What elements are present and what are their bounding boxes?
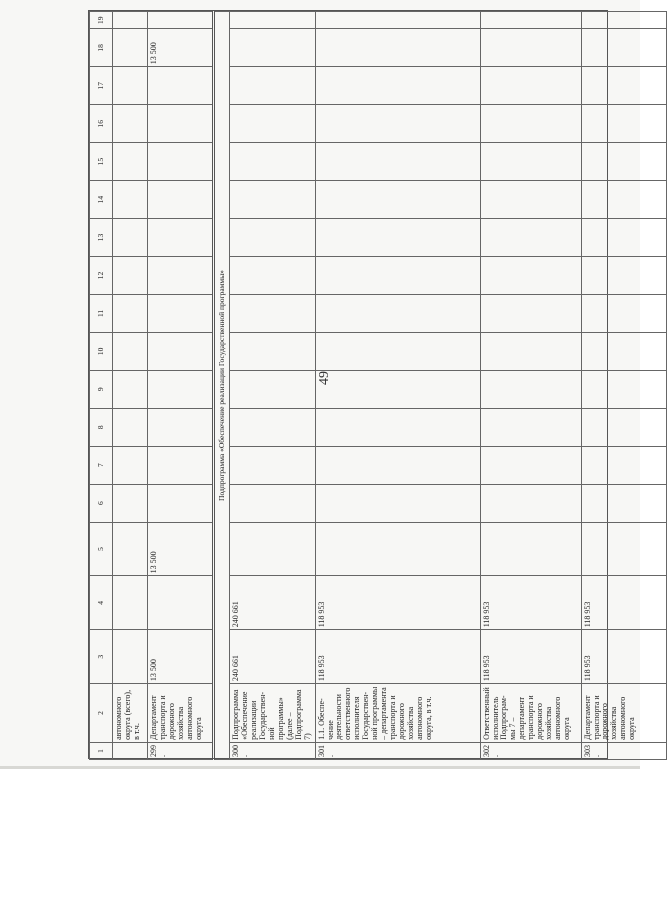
value-cell (315, 370, 480, 408)
table-row (315, 12, 480, 760)
value-cell (113, 576, 148, 630)
budget-table-frame (88, 10, 637, 759)
value-cell (230, 484, 316, 522)
value-cell (148, 370, 214, 408)
column-header: 1 (90, 742, 113, 759)
value-cell: 118 953 (315, 576, 480, 630)
value-cell (480, 12, 581, 29)
table-row (113, 12, 148, 760)
column-header: 9 (90, 370, 113, 408)
value-cell (315, 294, 480, 332)
value-cell (581, 332, 666, 370)
column-header: 16 (90, 105, 113, 143)
column-header: 18 (90, 29, 113, 67)
column-header: 7 (90, 446, 113, 484)
row-name-cell: 1.1. Обеспе-чение деятельности ответственного исполнителя Государствен-ной программы – департамента транспорта и дорожного хозяйства автономного округа, в т.ч. (315, 684, 480, 743)
value-cell (230, 256, 316, 294)
rotated-table (89, 11, 637, 760)
value-cell (113, 294, 148, 332)
row-number-cell: 302. (480, 742, 581, 759)
value-cell (581, 105, 666, 143)
value-cell (230, 219, 316, 257)
column-header: 11 (90, 294, 113, 332)
value-cell (113, 181, 148, 219)
value-cell (148, 576, 214, 630)
value-cell (480, 484, 581, 522)
table-row (581, 12, 666, 760)
value-cell (148, 181, 214, 219)
value-cell (581, 484, 666, 522)
value-cell (581, 29, 666, 67)
value-cell (113, 219, 148, 257)
column-header: 10 (90, 332, 113, 370)
column-header: 12 (90, 256, 113, 294)
value-cell (113, 370, 148, 408)
value-cell (581, 294, 666, 332)
value-cell (148, 105, 214, 143)
table-row (148, 12, 214, 760)
value-cell (315, 332, 480, 370)
table-row (230, 12, 316, 760)
value-cell (480, 446, 581, 484)
value-cell (315, 105, 480, 143)
value-cell (315, 12, 480, 29)
subprogram-row (214, 12, 230, 760)
column-header: 13 (90, 219, 113, 257)
row-name-cell: автономного округа (всего), в т.ч. (113, 684, 148, 743)
value-cell (230, 105, 316, 143)
value-cell (113, 446, 148, 484)
value-cell (480, 143, 581, 181)
value-cell (148, 12, 214, 29)
value-cell (315, 484, 480, 522)
value-cell (480, 332, 581, 370)
value-cell (581, 408, 666, 446)
table-row (480, 12, 581, 760)
value-cell (148, 294, 214, 332)
value-cell: 118 953 (480, 630, 581, 684)
column-header: 15 (90, 143, 113, 181)
value-cell (315, 29, 480, 67)
value-cell (315, 522, 480, 576)
value-cell: 118 953 (581, 576, 666, 630)
value-cell: 240 661 (230, 576, 316, 630)
value-cell (581, 143, 666, 181)
value-cell (113, 522, 148, 576)
value-cell (113, 29, 148, 67)
value-cell (480, 29, 581, 67)
value-cell: 13 500 (148, 522, 214, 576)
value-cell (113, 143, 148, 181)
value-cell (230, 143, 316, 181)
column-header: 17 (90, 67, 113, 105)
value-cell (315, 181, 480, 219)
row-name-cell: Подпрограмма «Обеспечение реализации Государствен-ной программы» (далее – Подпрограмма 7) (230, 684, 316, 743)
row-number-cell (113, 742, 148, 759)
value-cell (480, 181, 581, 219)
value-cell (148, 484, 214, 522)
value-cell (113, 408, 148, 446)
row-name-cell: Ответственный исполнитель Подпрограм-мы 7 – департамент транспорта и дорожного хозяйства автономного округа (480, 684, 581, 743)
value-cell: 118 953 (480, 576, 581, 630)
column-header: 3 (90, 630, 113, 684)
value-cell (113, 630, 148, 684)
value-cell (581, 522, 666, 576)
value-cell (148, 446, 214, 484)
value-cell (480, 219, 581, 257)
value-cell (581, 446, 666, 484)
value-cell (315, 408, 480, 446)
subprogram-title: Подпрограмма «Обеспечение реализации Государственной программы» (214, 12, 230, 760)
value-cell (581, 256, 666, 294)
value-cell (230, 408, 316, 446)
value-cell (581, 181, 666, 219)
value-cell (315, 219, 480, 257)
value-cell (113, 256, 148, 294)
value-cell (230, 67, 316, 105)
value-cell (480, 522, 581, 576)
value-cell (113, 332, 148, 370)
value-cell (230, 12, 316, 29)
value-cell: 13 500 (148, 29, 214, 67)
value-cell (113, 12, 148, 29)
row-number-cell: 303. (581, 742, 666, 759)
value-cell (230, 522, 316, 576)
column-header: 4 (90, 576, 113, 630)
value-cell (480, 408, 581, 446)
value-cell (581, 12, 666, 29)
value-cell (148, 332, 214, 370)
value-cell (230, 446, 316, 484)
value-cell (148, 67, 214, 105)
value-cell (113, 105, 148, 143)
value-cell (480, 370, 581, 408)
value-cell: 118 953 (581, 630, 666, 684)
header-row (90, 12, 113, 760)
budget-table (89, 11, 667, 760)
column-header: 19 (90, 12, 113, 29)
value-cell (148, 219, 214, 257)
value-cell: 240 661 (230, 630, 316, 684)
column-header: 5 (90, 522, 113, 576)
value-cell (315, 67, 480, 105)
value-cell (480, 67, 581, 105)
row-number-cell: 300. (230, 742, 316, 759)
column-header: 6 (90, 484, 113, 522)
value-cell (230, 181, 316, 219)
value-cell (230, 370, 316, 408)
value-cell (148, 256, 214, 294)
value-cell (581, 67, 666, 105)
value-cell (315, 256, 480, 294)
row-name-cell: Департамент транспорта и дорожного хозяйства автономного округа (148, 684, 214, 743)
value-cell: 13 500 (148, 630, 214, 684)
value-cell (315, 143, 480, 181)
row-name-cell: Департамент транспорта и дорожного хозяйства автономного округа (581, 684, 666, 743)
column-header: 2 (90, 684, 113, 743)
value-cell (230, 294, 316, 332)
value-cell (148, 143, 214, 181)
column-header: 8 (90, 408, 113, 446)
page-number: 49 (317, 371, 332, 385)
value-cell (148, 408, 214, 446)
value-cell: 118 953 (315, 630, 480, 684)
row-number-cell: 301. (315, 742, 480, 759)
column-header: 14 (90, 181, 113, 219)
row-number-cell: 299. (148, 742, 214, 759)
value-cell (581, 219, 666, 257)
value-cell (113, 67, 148, 105)
value-cell (230, 29, 316, 67)
value-cell (581, 370, 666, 408)
value-cell (230, 332, 316, 370)
value-cell (480, 294, 581, 332)
value-cell (480, 105, 581, 143)
value-cell (113, 484, 148, 522)
value-cell (480, 256, 581, 294)
scan-edge (0, 766, 640, 769)
value-cell (315, 446, 480, 484)
